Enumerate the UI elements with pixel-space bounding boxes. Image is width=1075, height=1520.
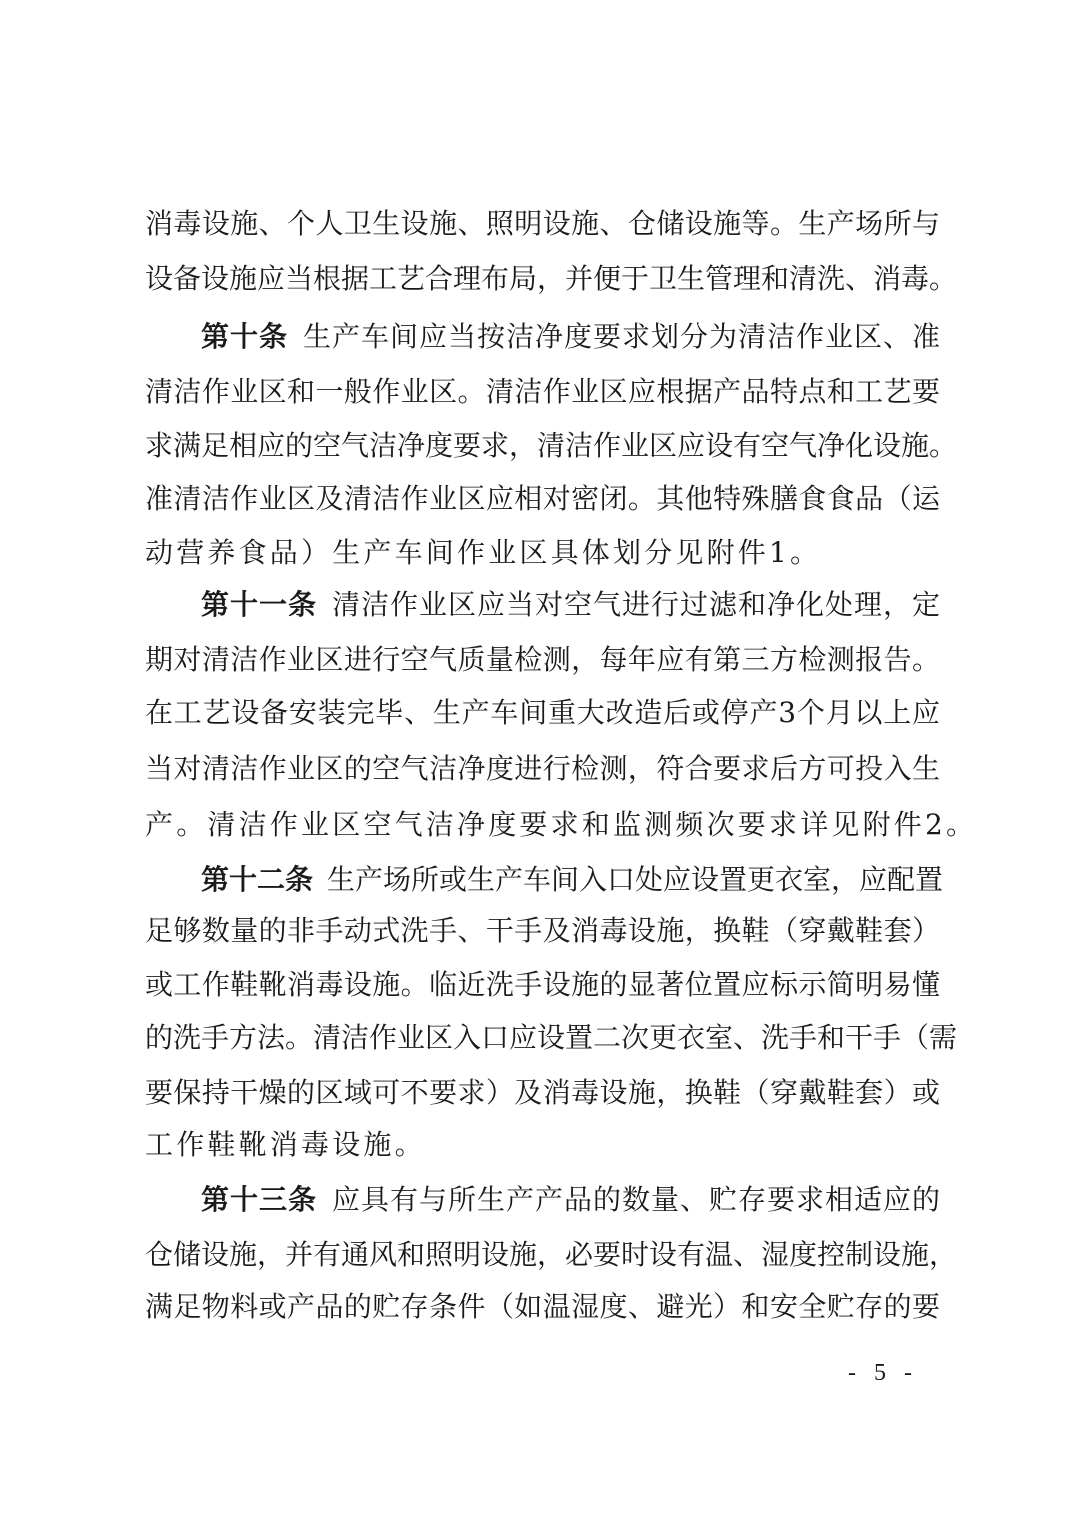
text-line bbox=[145, 749, 940, 789]
text-line bbox=[145, 1018, 958, 1058]
text-line bbox=[145, 965, 940, 1005]
text-line bbox=[145, 1287, 940, 1327]
article-heading-line bbox=[201, 860, 944, 900]
article-heading-line bbox=[201, 585, 940, 625]
line-text: 消毒设施、个人卫生设施、照明设施、仓储设施等。生产场所与 bbox=[145, 207, 940, 240]
text-line bbox=[145, 693, 940, 733]
line-text: 工作鞋靴消毒设施。 bbox=[145, 1128, 426, 1161]
text-line bbox=[145, 479, 940, 519]
article-heading-line bbox=[201, 1180, 940, 1220]
text-line bbox=[145, 1073, 940, 1113]
line-text: 的洗手方法。清洁作业区入口应设置二次更衣室、洗手和干手（需 bbox=[145, 1021, 958, 1054]
spacer bbox=[313, 863, 327, 896]
text-line bbox=[145, 259, 958, 299]
article-number: 第十一条 bbox=[201, 588, 317, 621]
text-line bbox=[145, 204, 940, 244]
line-text: 动营养食品）生产车间作业区具体划分见附件1。 bbox=[145, 536, 822, 569]
text-line bbox=[145, 533, 940, 573]
spacer bbox=[317, 588, 331, 621]
line-text: 要保持干燥的区域可不要求）及消毒设施，换鞋（穿戴鞋套）或 bbox=[145, 1076, 940, 1109]
line-text: 产。清洁作业区空气洁净度要求和监测频次要求详见附件2。 bbox=[145, 808, 978, 841]
spacer bbox=[288, 320, 302, 353]
article-number: 第十三条 bbox=[201, 1183, 317, 1216]
text-line bbox=[145, 805, 978, 845]
article-number: 第十二条 bbox=[201, 863, 314, 896]
line-text: 清洁作业区应当对空气进行过滤和净化处理，定 bbox=[331, 588, 940, 621]
line-text: 求满足相应的空气洁净度要求，清洁作业区应设有空气净化设施。 bbox=[145, 429, 958, 462]
line-text: 应具有与所生产产品的数量、贮存要求相适应的 bbox=[331, 1183, 940, 1216]
spacer bbox=[317, 1183, 331, 1216]
text-line bbox=[145, 1235, 958, 1275]
text-line bbox=[145, 1125, 940, 1165]
line-text: 满足物料或产品的贮存条件（如温湿度、避光）和安全贮存的要 bbox=[145, 1290, 940, 1323]
line-text: 生产车间应当按洁净度要求划分为清洁作业区、准 bbox=[302, 320, 940, 353]
article-heading-line bbox=[201, 317, 940, 357]
line-text: 或工作鞋靴消毒设施。临近洗手设施的显著位置应标示简明易懂 bbox=[145, 968, 940, 1001]
line-text: 期对清洁作业区进行空气质量检测，每年应有第三方检测报告。 bbox=[145, 643, 940, 676]
line-text: 生产场所或生产车间入口处应设置更衣室，应配置 bbox=[327, 863, 944, 896]
line-text: 足够数量的非手动式洗手、干手及消毒设施，换鞋（穿戴鞋套） bbox=[145, 914, 940, 947]
article-number: 第十条 bbox=[201, 320, 288, 353]
text-line bbox=[145, 640, 940, 680]
line-text: 准清洁作业区及清洁作业区应相对密闭。其他特殊膳食食品（运 bbox=[145, 482, 940, 515]
page-number: - 5 - bbox=[848, 1360, 918, 1386]
text-line bbox=[145, 426, 958, 466]
line-text: 清洁作业区和一般作业区。清洁作业区应根据产品特点和工艺要 bbox=[145, 375, 940, 408]
line-text: 仓储设施，并有通风和照明设施，必要时设有温、湿度控制设施， bbox=[145, 1238, 958, 1271]
text-line bbox=[145, 911, 940, 951]
line-text: 在工艺设备安装完毕、生产车间重大改造后或停产3个月以上应 bbox=[145, 696, 940, 729]
line-text: 设备设施应当根据工艺合理布局，并便于卫生管理和清洗、消毒。 bbox=[145, 262, 958, 295]
text-line bbox=[145, 372, 940, 412]
line-text: 当对清洁作业区的空气洁净度进行检测，符合要求后方可投入生 bbox=[145, 752, 940, 785]
